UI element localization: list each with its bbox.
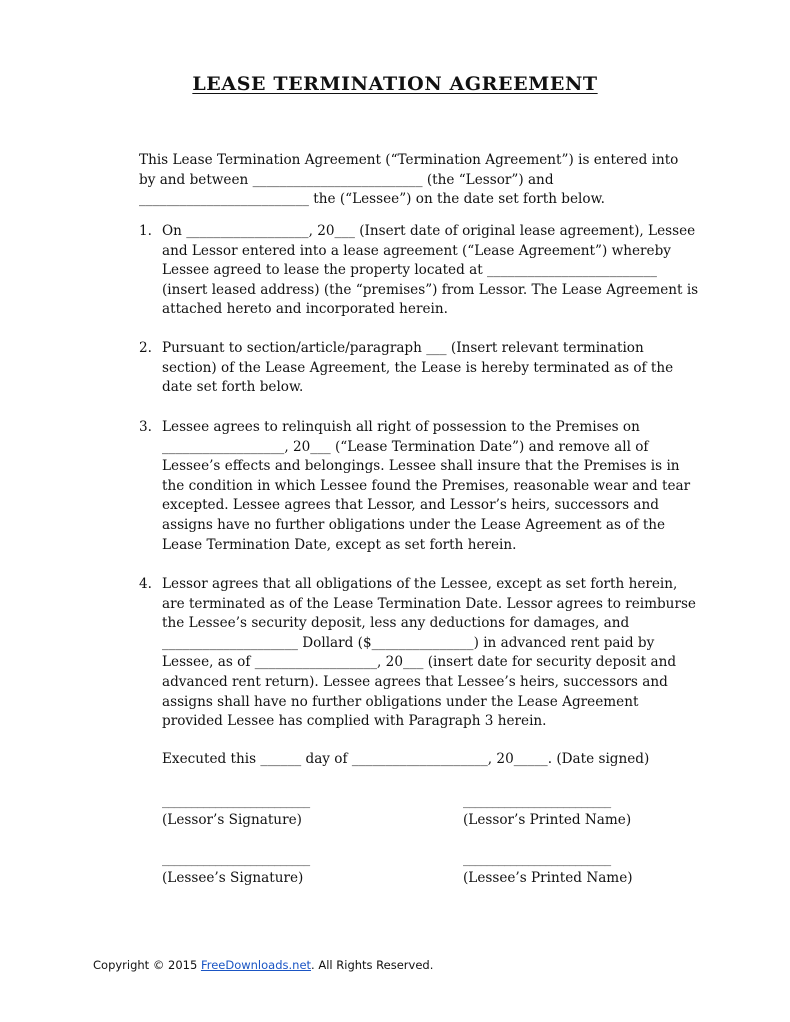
clause-text: Lessee agrees to relinquish all right of possession to the Premises on __________________, 20___ (“Lease Termination Date”) and remove all of Lessee’s effects and belongings. Lessee shall insure that the Premises is in the condition in which Lessee found the Premises, reasonable wear and tear excepted. Lessee agrees that Lessor, and Lessor’s heirs, successors and assigns have no further obligations under the Lease Agreement as of the Lease Termination Date, except as set forth herein. [162,419,691,553]
lessee-signature-line: _________________________ [162,852,310,867]
clause-text: On __________________, 20___ (Insert date of original lease agreement), Lessee and Lessor entered into a lease agreement (“Lease Agreement”) whereby Lessee agreed to lease the property located at _________________________ (insert leased address) (the “premises”) from Lessor. The Lease Agreement is attached hereto and incorporated herein. [162,223,699,318]
lessee-printed-name-line: _________________________ [463,852,611,867]
lessor-printed-name-label: (Lessor’s Printed Name) [463,812,632,828]
freedownloads-link[interactable]: FreeDownloads.net [200,958,312,972]
clause-number: 3. [139,419,152,435]
copyright-prefix: Copyright © 2015 [93,958,201,972]
intro-paragraph: This Lease Termination Agreement (“Termination Agreement”) is entered into by and between _________________________ (the “Lessor”) and _________________________ the (“Lessee”) on the date set forth below. [139,152,679,208]
executed-line: Executed this ______ day of ____________________, 20_____. (Date signed) [162,751,650,767]
clause-number: 2. [139,340,152,356]
clause-text: Lessor agrees that all obligations of the Lessee, except as set forth herein, are terminated as of the Lease Termination Date. Lessor agrees to reimburse the Lessee’s security deposit, less any deductions for damages, and ____________________ Dollard ($_______________) in advanced rent paid by Lessee, as of __________________, 20___ (insert date for security deposit and advanced rent return). Lessee agrees that Lessee’s heirs, successors and assigns shall have no further obligations under the Lease Agreement provided Lessee has complied with Paragraph 3 herein. [162,576,696,730]
lessee-signature-label: (Lessee’s Signature) [162,870,304,886]
document-title: LEASE TERMINATION AGREEMENT [192,73,598,95]
clause-number: 1. [139,223,152,239]
lessor-signature-label: (Lessor’s Signature) [162,812,302,828]
clause-text: Pursuant to section/article/paragraph ___ (Insert relevant termination section) of the Lease Agreement, the Lease is hereby terminated as of the date set forth below. [162,340,674,396]
copyright-suffix: . All Rights Reserved. [311,958,434,972]
lessor-signature-line: _________________________ [162,794,310,809]
copyright-footer [93,958,433,972]
lessee-printed-name-label: (Lessee’s Printed Name) [463,870,633,886]
clause-number: 4. [139,576,152,592]
lessor-printed-name-line: _________________________ [463,794,611,809]
